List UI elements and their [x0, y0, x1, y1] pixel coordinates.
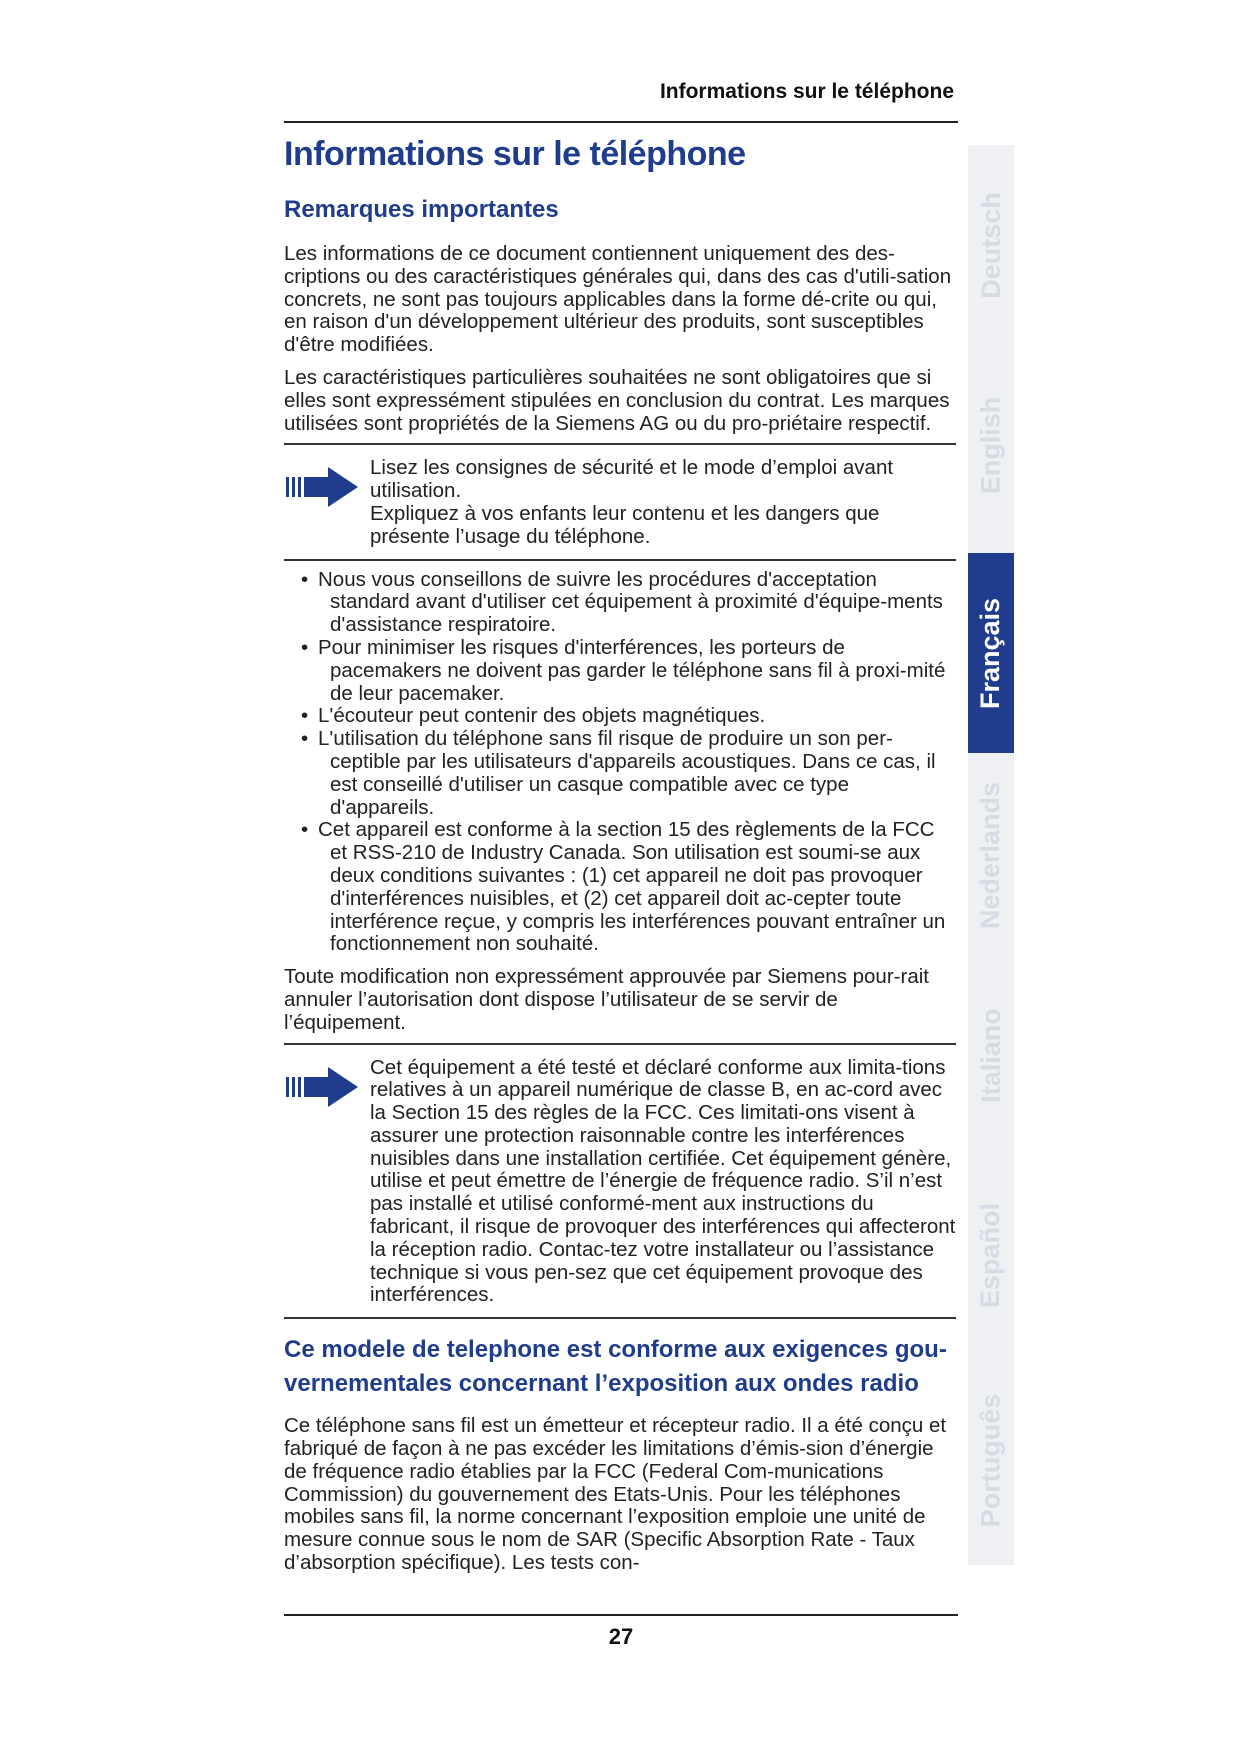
note-text: Expliquez à vos enfants leur contenu et les dangers que présente l’usage du téléphone.	[370, 501, 880, 548]
tab-english[interactable]: English	[975, 396, 1006, 494]
header-rule	[284, 121, 958, 123]
running-header: Informations sur le téléphone	[659, 80, 954, 103]
list-item: • Cet appareil est conforme à la section 15 des règlements de la FCC et RSS-210 de Industry Canada. Son utilisation est soumi-se aux deux conditions suivantes : (1) cet appareil ne doit pas provoquer d'interférences nuisibles, et (2) cet appareil doit ac-cepter toute interférence reçue, y compris les interférences pouvant entraîner un fonctionnement non souhaité.	[301, 818, 946, 956]
safety-note	[284, 443, 956, 560]
footer-rule	[284, 1614, 958, 1616]
bullet-list	[284, 569, 956, 957]
page-number: 27	[608, 1624, 634, 1649]
arrow-right-icon	[284, 1067, 358, 1107]
tab-nederlands[interactable]: Nederlands	[975, 781, 1006, 929]
list-item: • L'écouteur peut contenir des objets magnétiques.	[301, 704, 766, 728]
tab-espanol[interactable]: Español	[975, 1202, 1006, 1308]
arrow-right-icon	[284, 467, 358, 507]
page-title: Informations sur le téléphone	[284, 135, 746, 173]
section-heading-remarques: Remarques importantes	[284, 196, 559, 223]
fcc-note	[284, 1043, 956, 1320]
paragraph: Les informations de ce document contiennent uniquement des des-criptions ou des caractéristiques générales qui, dans des cas d'utili-sation concrets, ne sont pas toujours applicables dans la forme dé-crite ou qui, en raison d'un développement ultérieur des produits, sont susceptibles d'être modifiées.	[284, 242, 952, 357]
paragraph: Ce téléphone sans fil est un émetteur et récepteur radio. Il a été conçu et fabriqué de façon à ne pas excéder les limitations d’émis-sion d’énergie de fréquence radio établies par la FCC (Federal Com-munications Commission) du gouvernement des Etats-Unis. Pour les téléphones mobiles sans fil, la norme concernant l’exposition emploie une unité de mesure connue sous le nom de SAR (Specific Absorption Rate - Taux d’absorption spécifique). Les tests con-	[284, 1414, 947, 1575]
tab-francais[interactable]: Français	[968, 553, 1014, 753]
tab-deutsch[interactable]: Deutsch	[975, 191, 1006, 299]
tab-portugues[interactable]: Português	[975, 1393, 1006, 1527]
section-heading-exposition: Ce modele de telephone est conforme aux exigences gou-vernementales concernant l’exposition aux ondes radio	[284, 1336, 947, 1398]
list-item: • Pour minimiser les risques d'interférences, les porteurs de pacemakers ne doivent pas garder le téléphone sans fil à proxi-mité de leur pacemaker.	[301, 635, 946, 705]
note-text: Lisez les consignes de sécurité et le mode d’emploi avant utilisation.	[370, 456, 894, 503]
paragraph: Toute modification non expressément approuvée par Siemens pour-rait annuler l’autorisation dont dispose l’utilisateur de se servir de l’équipement.	[284, 965, 929, 1034]
paragraph: Les caractéristiques particulières souhaitées ne sont obligatoires que si elles sont expressément stipulées en conclusion du contrat. Les marques utilisées sont propriétés de la Siemens AG ou du pro-priétaire respectif.	[284, 365, 950, 435]
note-text: Cet équipement a été testé et déclaré conforme aux limita-tions relatives à un appareil numérique de classe B, en ac-cord avec la Section 15 des règles de la FCC. Ces limitati-ons visent à assurer une protection raisonnable contre les interférences nuisibles dans une installation certifiée. Cet équipement génère, utilise et peut émettre de l’énergie de fréquence radio. S’il n’est pas installé et utilisé conformé-ment aux instructions du fabricant, il risque de provoquer des interférences qui affecteront la réception radio. Contac-tez votre installateur ou l’assistance technique si vous pen-sez que cet équipement provoque des interférences.	[370, 1055, 956, 1307]
page-content	[284, 132, 956, 1575]
list-item: • L'utilisation du téléphone sans fil risque de produire un son per-ceptible par les utilisateurs d'appareils acoustiques. Dans ce cas, il est conseillé d'utiliser un casque compatible avec ce type d'appareils.	[301, 727, 936, 819]
tab-italiano[interactable]: Italiano	[975, 1007, 1006, 1103]
list-item: • Nous vous conseillons de suivre les procédures d'acceptation standard avant d'utiliser cet équipement à proximité d'équipe-ments d'assistance respiratoire.	[301, 567, 943, 637]
